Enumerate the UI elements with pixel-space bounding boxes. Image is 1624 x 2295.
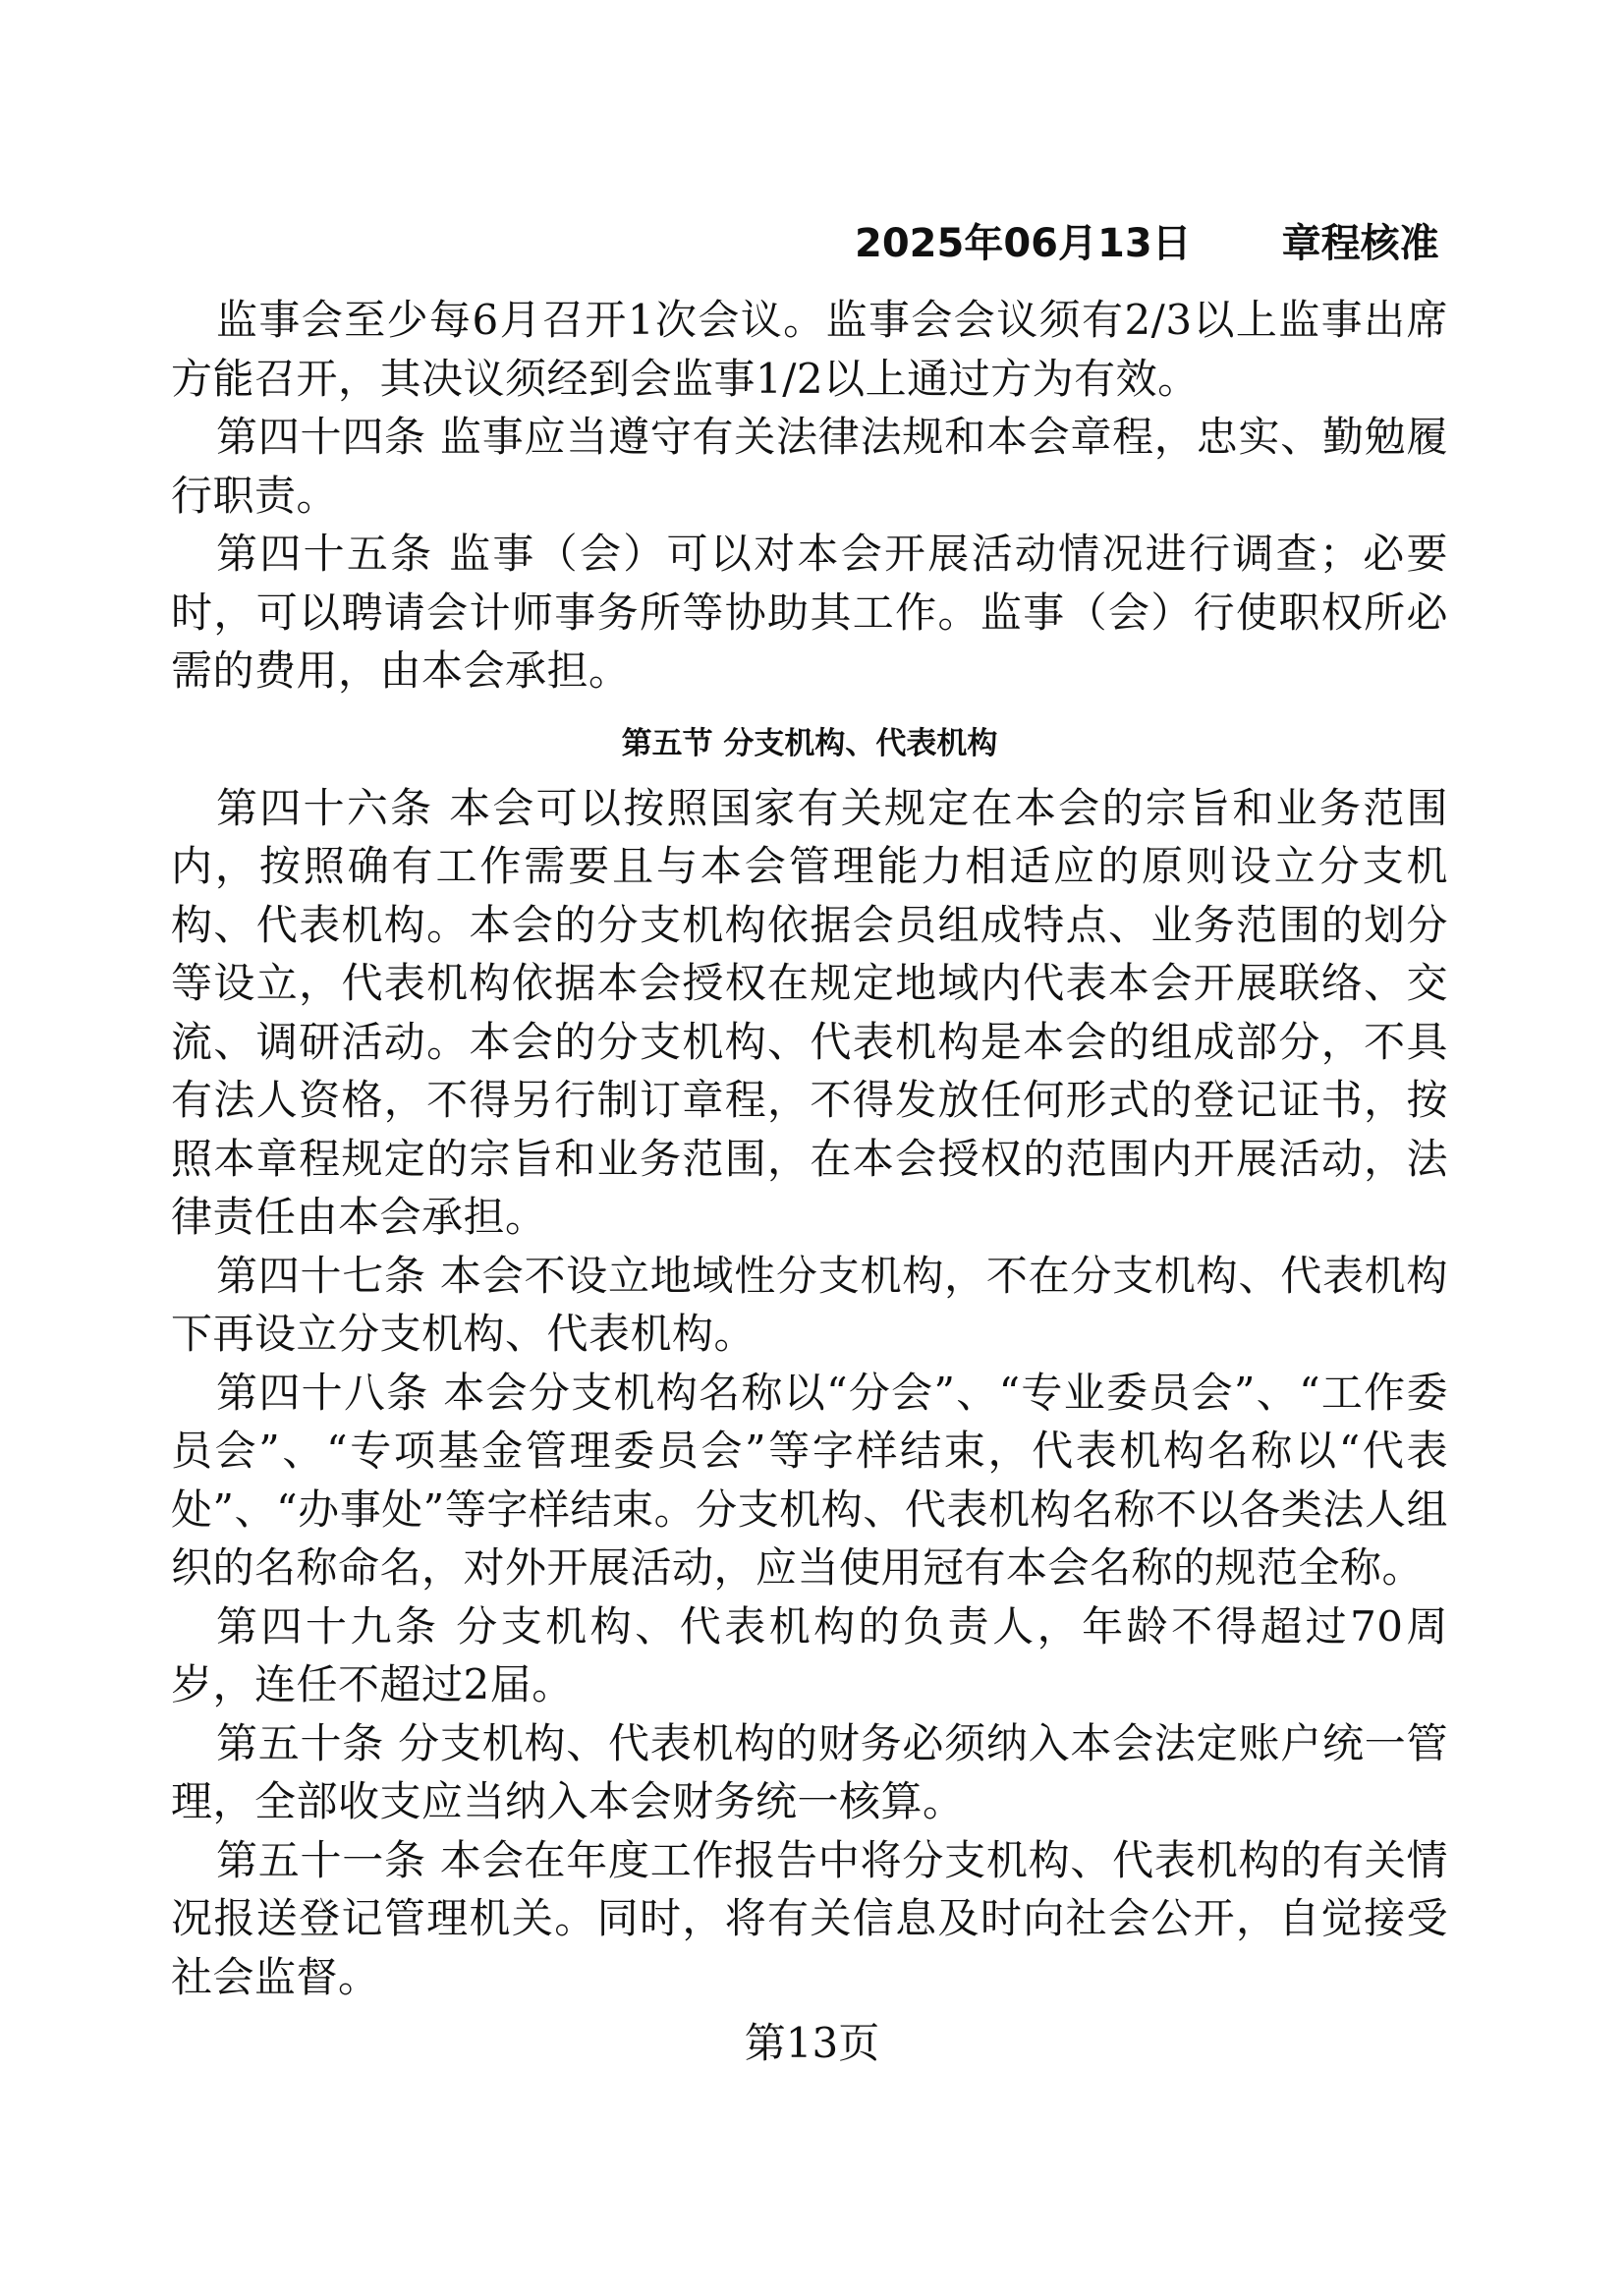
- article-51: 第五十一条 本会在年度工作报告中将分支机构、代表机构的有关情况报送登记管理机关。同时，将有关信息及时向社会公开，自觉接受社会监督。: [171, 1835, 1448, 2001]
- article-44: 第四十四条 监事应当遵守有关法律法规和本会章程，忠实、勤勉履行职责。: [171, 413, 1448, 520]
- article-48: 第四十八条 本会分支机构名称以“分会”、“专业委员会”、“工作委员会”、“专项基金管理委员会”等字样结束，代表机构名称以“代表处”、“办事处”等字样结束。分支机构、代表机构名称不以各类法人组织的名称命名，对外开展活动，应当使用冠有本会名称的规范全称。: [171, 1368, 1448, 1592]
- paragraph: 监事会至少每6月召开1次会议。监事会会议须有2/3以上监事出席方能召开，其决议须经到会监事1/2以上通过方为有效。: [171, 296, 1448, 403]
- article-49: 第四十九条 分支机构、代表机构的负责人，年龄不得超过70周岁，连任不超过2届。: [171, 1601, 1448, 1708]
- approval-label: 章程核准: [1281, 221, 1439, 266]
- section-title: 第五节 分支机构、代表机构: [621, 725, 998, 761]
- approval-stamp-header: [855, 218, 1439, 269]
- article-46: 第四十六条 本会可以按照国家有关规定在本会的宗旨和业务范围内，按照确有工作需要且与本会管理能力相适应的原则设立分支机构、代表机构。本会的分支机构依据会员组成特点、业务范围的划分等设立，代表机构依据本会授权在规定地域内代表本会开展联络、交流、调研活动。本会的分支机构、代表机构是本会的组成部分，不具有法人资格，不得另行制订章程，不得发放任何形式的登记证书，按照本章程规定的宗旨和业务范围，在本会授权的范围内开展活动，法律责任由本会承担。: [171, 783, 1448, 1241]
- document-body: [171, 291, 1448, 2006]
- article-47: 第四十七条 本会不设立地域性分支机构，不在分支机构、代表机构下再设立分支机构、代表机构。: [171, 1251, 1448, 1358]
- article-50: 第五十条 分支机构、代表机构的财务必须纳入本会法定账户统一管理，全部收支应当纳入本会财务统一核算。: [171, 1718, 1448, 1825]
- page-number: 第13页: [744, 2019, 880, 2067]
- approval-date: 2025年06月13日: [855, 221, 1192, 266]
- article-45: 第四十五条 监事（会）可以对本会开展活动情况进行调查；必要时，可以聘请会计师事务所等协助其工作。监事（会）行使职权所必需的费用，由本会承担。: [171, 530, 1448, 695]
